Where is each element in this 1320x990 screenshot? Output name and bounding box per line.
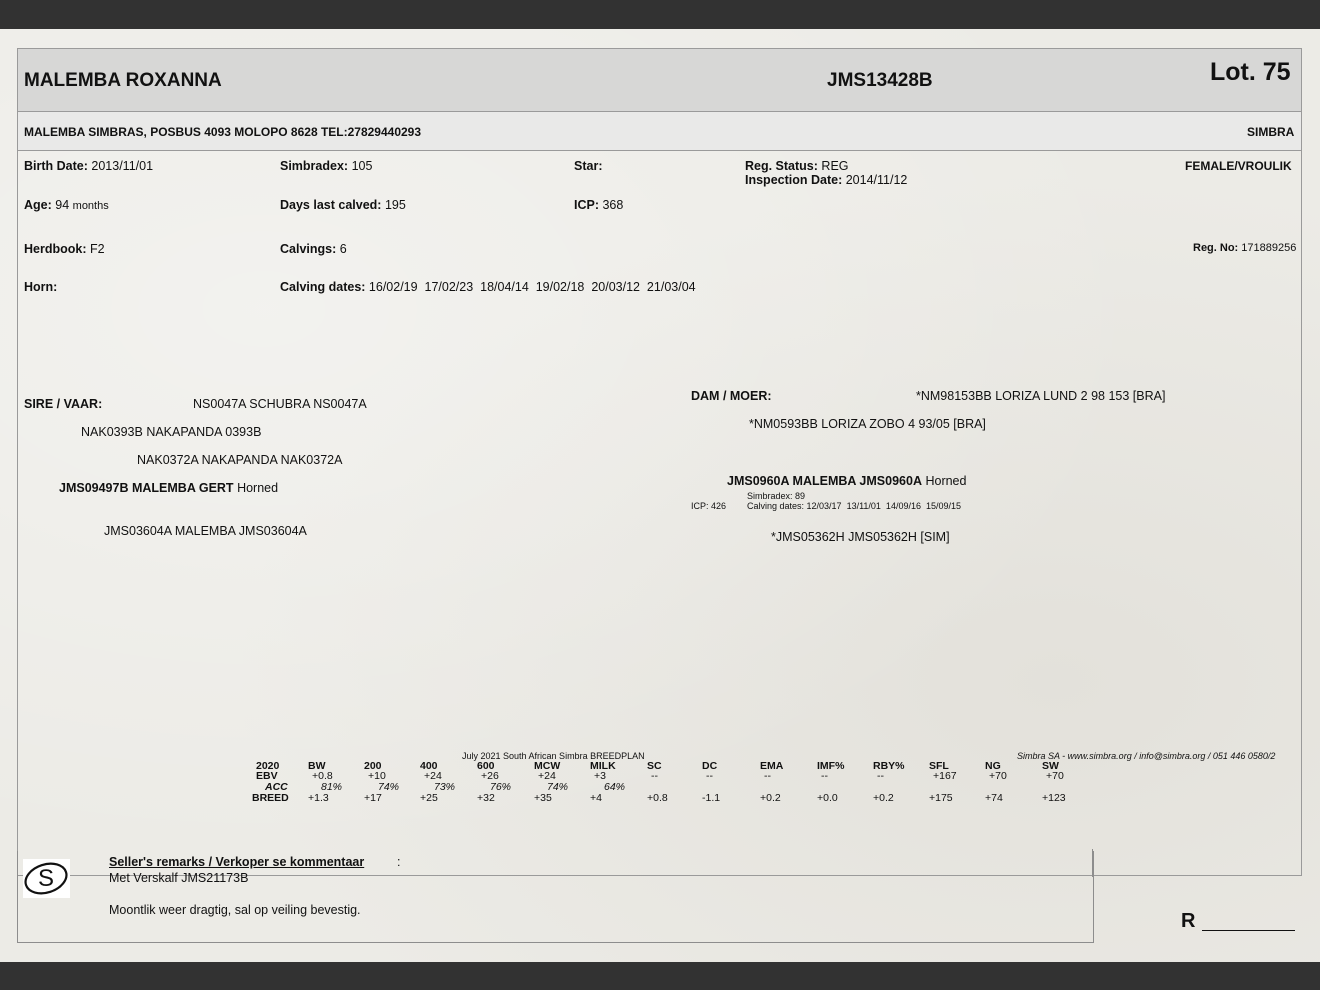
breed-value: +123 bbox=[1042, 792, 1066, 804]
reg-no bbox=[1193, 242, 1296, 254]
acc-value: 74% bbox=[547, 781, 569, 793]
sire-sire-sire: NS0047A SCHUBRA NS0047A bbox=[193, 397, 367, 411]
simbradex-value: 105 bbox=[351, 159, 373, 173]
icp-value: 368 bbox=[602, 198, 624, 212]
dam-simbradex: Simbradex: 89 bbox=[747, 491, 806, 501]
ebv-column-header: RBY% bbox=[873, 760, 905, 772]
herdbook-value: F2 bbox=[89, 242, 105, 256]
sire-sire: NAK0393B NAKAPANDA 0393B bbox=[81, 425, 262, 439]
calvings-label: Calvings: bbox=[280, 242, 337, 256]
remarks-line-1: Met Verskalf JMS21173B bbox=[109, 871, 249, 885]
sire-sire-dam: NAK0372A NAKAPANDA NAK0372A bbox=[137, 453, 343, 467]
ebv-value: -- bbox=[764, 770, 771, 782]
ebv-column-header: EMA bbox=[760, 760, 784, 772]
days-last-calved-value: 195 bbox=[384, 198, 406, 212]
dam-calving-dates: Calving dates: 12/03/17 13/11/01 14/09/16 15/09/15 bbox=[747, 501, 962, 511]
simbradex bbox=[280, 159, 372, 173]
ebv-column-header: DC bbox=[702, 760, 718, 772]
ebv-column-header: SFL bbox=[929, 760, 949, 772]
breed-value: +0.0 bbox=[817, 792, 838, 804]
sire-label: SIRE / VAAR: bbox=[24, 397, 103, 411]
row-label-breed: BREED bbox=[252, 792, 289, 804]
acc-value: 74% bbox=[378, 781, 400, 793]
bottom-bar bbox=[0, 962, 1320, 990]
birth-date-value: 2013/11/01 bbox=[91, 159, 154, 173]
sire-horn: Horned bbox=[237, 481, 279, 495]
ebv-column-header: 400 bbox=[420, 760, 438, 772]
age-unit: months bbox=[72, 200, 109, 212]
owner-info: MALEMBA SIMBRAS, POSBUS 4093 MOLOPO 8628 TEL:27829440293 bbox=[24, 125, 422, 139]
row-label-ebv: EBV bbox=[256, 770, 278, 782]
dam-name: JMS0960A MALEMBA JMS0960A bbox=[727, 474, 922, 488]
days-last-calved bbox=[280, 198, 406, 212]
breed-value: +1.3 bbox=[308, 792, 329, 804]
remarks-line-2: Moontlik weer dragtig, sal op veiling bevestig. bbox=[109, 903, 361, 917]
breed-value: +0.2 bbox=[760, 792, 781, 804]
breed-value: +35 bbox=[534, 792, 552, 804]
birth-date bbox=[24, 159, 153, 173]
acc-value: 64% bbox=[604, 781, 626, 793]
sex: FEMALE/VROULIK bbox=[1185, 159, 1292, 173]
acc-value: 73% bbox=[434, 781, 456, 793]
ebv-value: +10 bbox=[368, 770, 386, 782]
inspection-date-label: Inspection Date: bbox=[745, 173, 843, 187]
sire bbox=[59, 481, 278, 495]
herdbook bbox=[24, 242, 105, 256]
simbra-logo-icon bbox=[23, 859, 70, 898]
breed-value: +32 bbox=[477, 792, 495, 804]
breed: SIMBRA bbox=[1247, 125, 1295, 139]
reg-status-label: Reg. Status: bbox=[745, 159, 818, 173]
breed-value: +175 bbox=[929, 792, 953, 804]
simbradex-label: Simbradex: bbox=[280, 159, 349, 173]
ebv-column-header: 600 bbox=[477, 760, 495, 772]
row-label-acc: ACC bbox=[265, 781, 288, 793]
breed-value: +25 bbox=[420, 792, 438, 804]
ebv-value: -- bbox=[651, 770, 658, 782]
ebv-column-header: MCW bbox=[534, 760, 561, 772]
ebv-value: -- bbox=[706, 770, 713, 782]
star-label: Star: bbox=[574, 159, 603, 173]
ebv-value: +3 bbox=[594, 770, 606, 782]
animal-name: MALEMBA ROXANNA bbox=[24, 70, 222, 91]
breed-value: +4 bbox=[590, 792, 602, 804]
breedplan-year: 2020 bbox=[256, 760, 280, 772]
reg-status-value: REG bbox=[821, 159, 849, 173]
ebv-value: +24 bbox=[424, 770, 442, 782]
ebv-column-header: 200 bbox=[364, 760, 382, 772]
dam-label: DAM / MOER: bbox=[691, 389, 772, 403]
breed-value: +17 bbox=[364, 792, 382, 804]
logo-letter: S bbox=[37, 865, 55, 892]
inspection-date-value: 2014/11/12 bbox=[845, 173, 908, 187]
ebv-value: +24 bbox=[538, 770, 556, 782]
acc-value: 81% bbox=[321, 781, 343, 793]
reg-status bbox=[745, 159, 849, 173]
dam-horn: Horned bbox=[925, 474, 967, 488]
ebv-value: +0.8 bbox=[312, 770, 333, 782]
birth-date-label: Birth Date: bbox=[24, 159, 88, 173]
breed-value: +0.8 bbox=[647, 792, 668, 804]
reg-no-label: Reg. No: bbox=[1193, 242, 1239, 254]
lot-number: Lot. 75 bbox=[1210, 58, 1291, 86]
calving-dates-label: Calving dates: bbox=[280, 280, 366, 294]
ebv-value: -- bbox=[821, 770, 828, 782]
price-label: R bbox=[1181, 910, 1196, 932]
dam-sire: *NM0593BB LORIZA ZOBO 4 93/05 [BRA] bbox=[749, 417, 986, 431]
sire-dam: JMS03604A MALEMBA JMS03604A bbox=[104, 524, 307, 538]
ebv-column-header: BW bbox=[308, 760, 326, 772]
dam-icp: ICP: 426 bbox=[691, 501, 727, 511]
ebv-value: +70 bbox=[989, 770, 1007, 782]
age-value: 94 bbox=[55, 198, 70, 212]
ebv-column-header: SW bbox=[1042, 760, 1059, 772]
dam bbox=[727, 474, 966, 488]
reg-no-value: 171889256 bbox=[1241, 242, 1297, 254]
calving-dates bbox=[280, 280, 696, 294]
horn-label: Horn: bbox=[24, 280, 58, 294]
ebv-value: +70 bbox=[1046, 770, 1064, 782]
dam-dam: *JMS05362H JMS05362H [SIM] bbox=[771, 530, 950, 544]
animal-id: JMS13428B bbox=[827, 70, 933, 91]
age bbox=[24, 198, 109, 212]
calvings-value: 6 bbox=[339, 242, 347, 256]
remarks-heading-colon: : bbox=[397, 855, 401, 869]
age-label: Age: bbox=[24, 198, 52, 212]
days-last-calved-label: Days last calved: bbox=[280, 198, 382, 212]
ebv-value: +167 bbox=[933, 770, 957, 782]
herdbook-label: Herdbook: bbox=[24, 242, 87, 256]
sire-name: JMS09497B MALEMBA GERT bbox=[59, 481, 234, 495]
breedplan-title: July 2021 South African Simbra BREEDPLAN bbox=[462, 751, 645, 761]
ebv-column-header: IMF% bbox=[817, 760, 845, 772]
breed-value: +0.2 bbox=[873, 792, 894, 804]
remarks-divider bbox=[1092, 849, 1093, 877]
ebv-column-header: NG bbox=[985, 760, 1001, 772]
breed-value: +74 bbox=[985, 792, 1003, 804]
ebv-value: +26 bbox=[481, 770, 499, 782]
calvings bbox=[280, 242, 347, 256]
breedplan-credit: Simbra SA - www.simbra.org / info@simbra.org / 051 446 0580/2 bbox=[1017, 751, 1276, 761]
price-input-line[interactable] bbox=[1202, 930, 1295, 931]
remarks-heading: Seller's remarks / Verkoper se kommentaar bbox=[109, 855, 365, 869]
inspection-date bbox=[745, 173, 907, 187]
acc-value: 76% bbox=[490, 781, 512, 793]
icp bbox=[574, 198, 623, 212]
ebv-column-header: SC bbox=[647, 760, 662, 772]
ebv-column-header: MILK bbox=[590, 760, 616, 772]
breed-value: -1.1 bbox=[702, 792, 721, 804]
dam-sire-sire: *NM98153BB LORIZA LUND 2 98 153 [BRA] bbox=[916, 389, 1166, 403]
calving-dates-value: 16/02/19 17/02/23 18/04/14 19/02/18 20/03/12 21/03/04 bbox=[368, 280, 696, 294]
ebv-value: -- bbox=[877, 770, 884, 782]
icp-label: ICP: bbox=[574, 198, 599, 212]
